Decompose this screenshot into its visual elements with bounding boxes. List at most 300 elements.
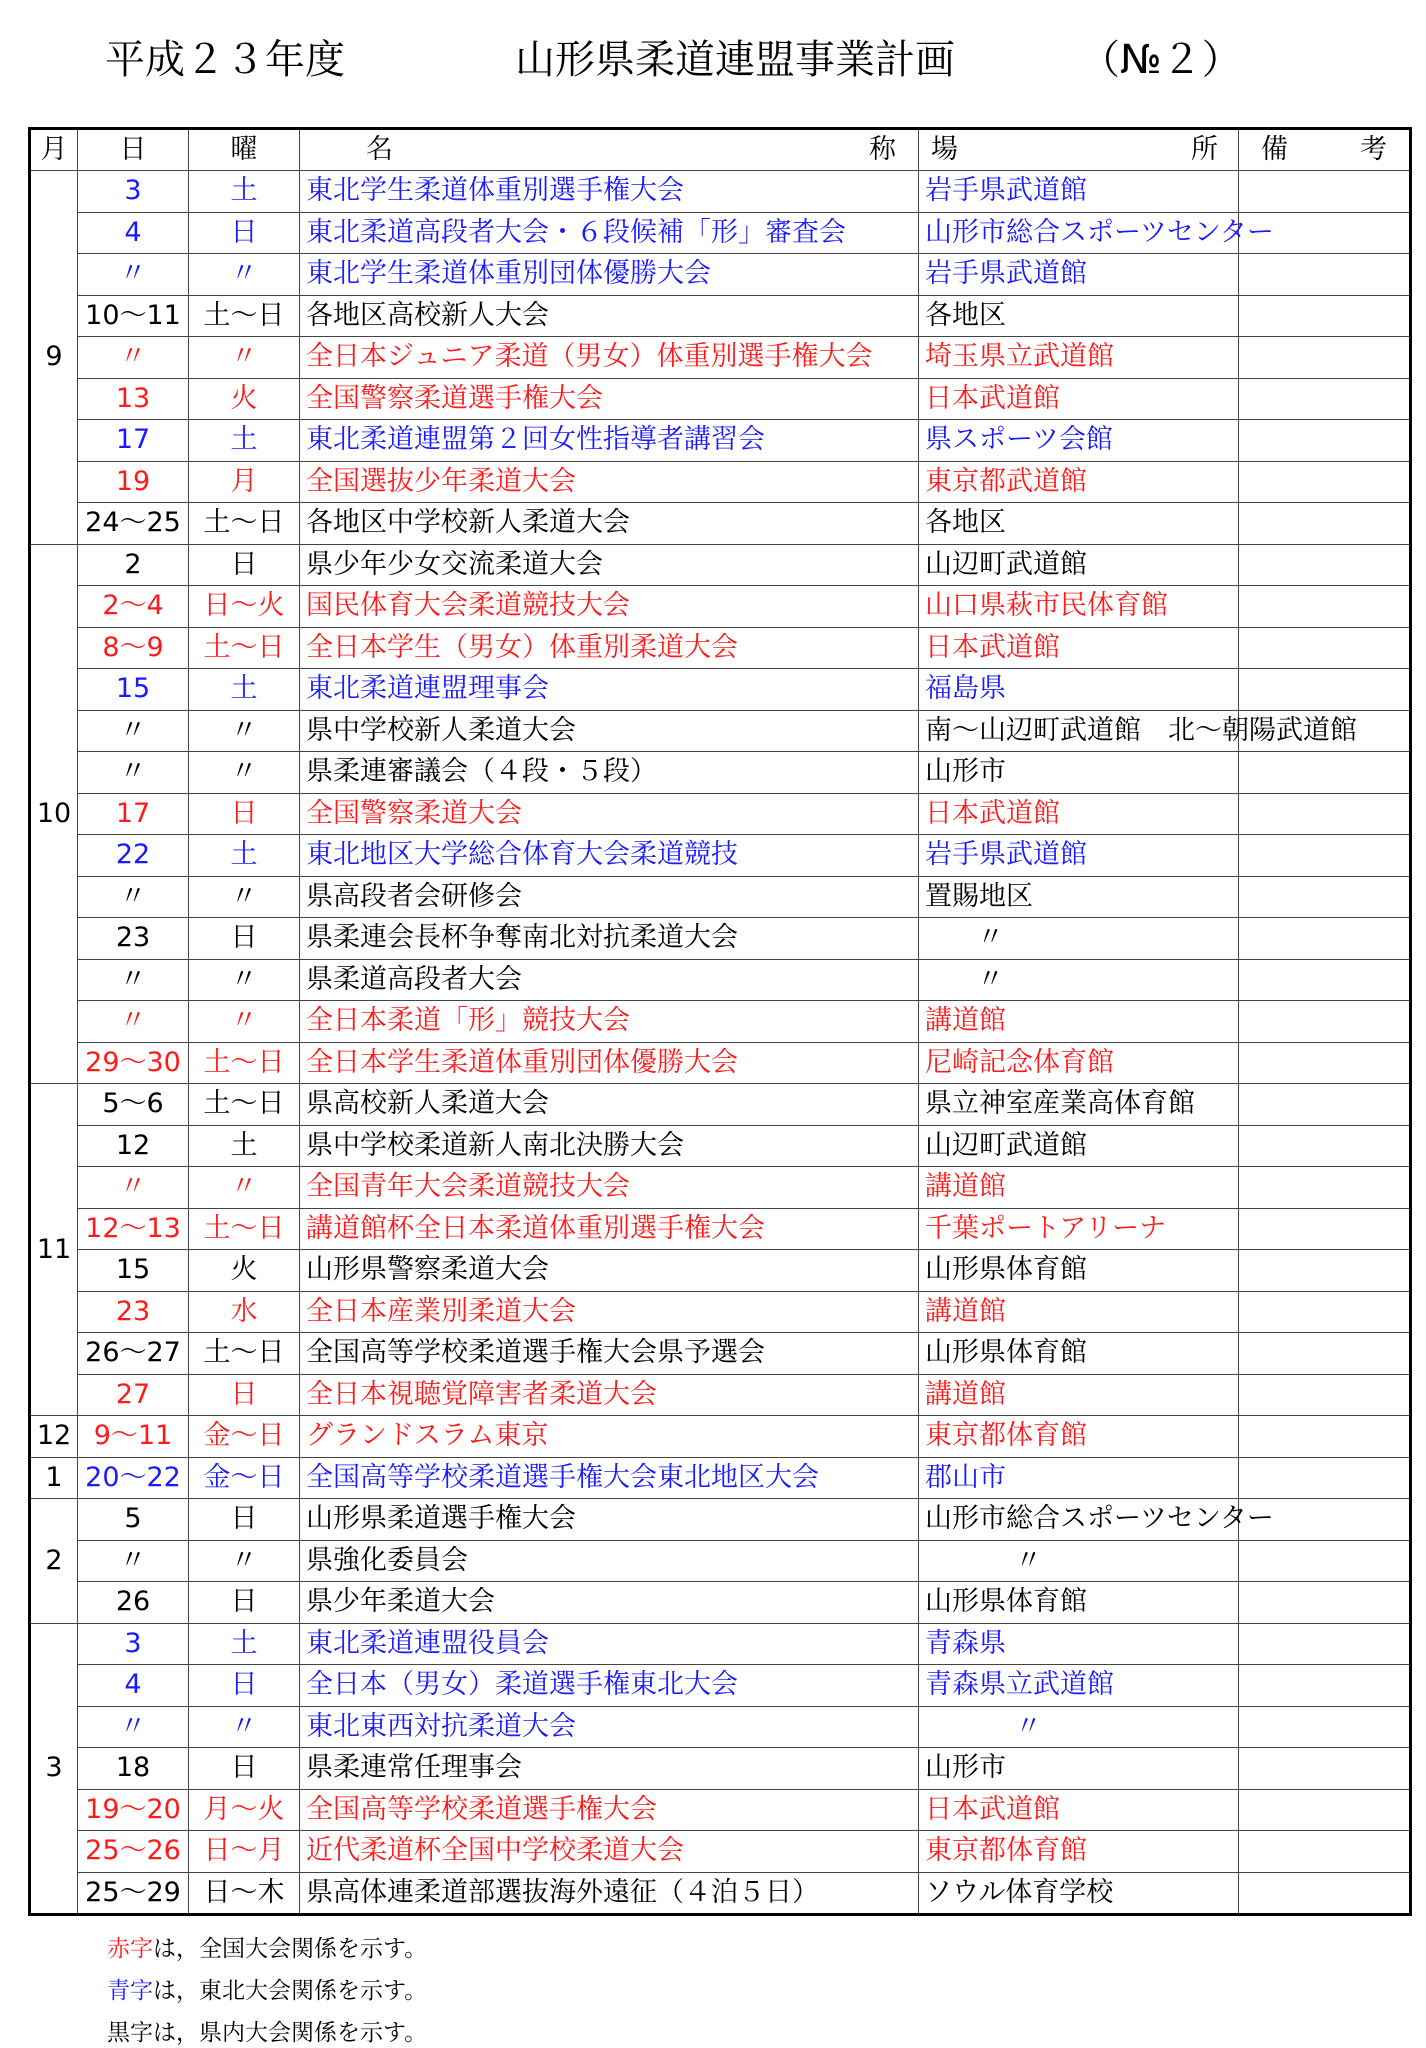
place-cell	[919, 1208, 1239, 1250]
weekday-cell: 土	[189, 1623, 300, 1665]
place-cell	[919, 1831, 1239, 1873]
month-cell: 10	[30, 544, 78, 1084]
table-header-row	[30, 129, 1411, 171]
place-text: 岩手県武道館	[925, 258, 1087, 290]
remarks-cell	[1239, 1208, 1411, 1250]
remarks-cell	[1239, 337, 1411, 379]
day-cell: 17	[78, 420, 189, 462]
remarks-cell	[1239, 1374, 1411, 1416]
event-name-cell: 県柔連審議会（４段・５段）	[300, 752, 919, 794]
table-row	[30, 254, 1411, 296]
weekday-cell: 〃	[189, 710, 300, 752]
place-text: 日本武道館	[925, 1793, 1060, 1825]
weekday-cell: 日	[189, 1374, 300, 1416]
event-name-cell: 各地区高校新人大会	[300, 295, 919, 337]
event-name-cell: 県少年少女交流柔道大会	[300, 544, 919, 586]
table-row	[30, 710, 1411, 752]
day-cell: 13	[78, 378, 189, 420]
day-cell: 4	[78, 212, 189, 254]
place-cell	[919, 1748, 1239, 1790]
table-row	[30, 1042, 1411, 1084]
weekday-cell: 火	[189, 378, 300, 420]
event-name-cell: 全国警察柔道選手権大会	[300, 378, 919, 420]
place-text: 県立神室産業高体育館	[925, 1088, 1195, 1120]
table-row	[30, 1623, 1411, 1665]
remarks-cell	[1239, 1872, 1411, 1915]
place-cell	[919, 1042, 1239, 1084]
event-name-cell: 東北地区大学総合体育大会柔道競技	[300, 835, 919, 877]
event-name-cell: 東北学生柔道体重別選手権大会	[300, 171, 919, 213]
place-cell	[919, 171, 1239, 213]
table-row	[30, 1374, 1411, 1416]
event-name-cell: 全国高等学校柔道選手権大会	[300, 1789, 919, 1831]
weekday-cell: 土～日	[189, 1333, 300, 1375]
place-text: 山形市総合スポーツセンター	[925, 1503, 1274, 1535]
table-row	[30, 1333, 1411, 1375]
table-row	[30, 627, 1411, 669]
place-cell	[919, 876, 1239, 918]
table-row	[30, 1291, 1411, 1333]
weekday-cell: 日	[189, 212, 300, 254]
page-title: 山形県柔道連盟事業計画	[515, 37, 955, 83]
remarks-cell	[1239, 295, 1411, 337]
remarks-cell	[1239, 1789, 1411, 1831]
event-name-cell: 東北東西対抗柔道大会	[300, 1706, 919, 1748]
weekday-cell: 日	[189, 544, 300, 586]
place-cell	[919, 1582, 1239, 1624]
event-name-cell: 全国警察柔道大会	[300, 793, 919, 835]
event-name-cell: 東北柔道連盟役員会	[300, 1623, 919, 1665]
event-name-cell: 全日本学生柔道体重別団体優勝大会	[300, 1042, 919, 1084]
remarks-cell	[1239, 1250, 1411, 1292]
place-cell	[919, 461, 1239, 503]
table-row	[30, 1499, 1411, 1541]
day-cell: 〃	[78, 254, 189, 296]
table-row	[30, 337, 1411, 379]
event-name-cell: 国民体育大会柔道競技大会	[300, 586, 919, 628]
event-name-cell: 東北学生柔道体重別団体優勝大会	[300, 254, 919, 296]
table-row	[30, 793, 1411, 835]
header-place: 場 所	[919, 129, 1239, 171]
day-cell: 17	[78, 793, 189, 835]
place-cell	[919, 752, 1239, 794]
place-text: 日本武道館	[925, 631, 1060, 663]
legend-black-word: 黒字	[107, 2020, 153, 2046]
day-cell: 10～11	[78, 295, 189, 337]
legend-black-text: は，県内大会関係を示す。	[153, 2020, 428, 2046]
event-name-cell: 全日本柔道「形」競技大会	[300, 1001, 919, 1043]
table-row	[30, 1084, 1411, 1126]
remarks-cell	[1239, 1001, 1411, 1043]
event-name-cell: 全日本視聴覚障害者柔道大会	[300, 1374, 919, 1416]
weekday-cell: 日～火	[189, 586, 300, 628]
day-cell: 2	[78, 544, 189, 586]
place-cell	[919, 212, 1274, 254]
event-name-cell: 全日本ジュニア柔道（男女）体重別選手権大会	[300, 337, 919, 379]
place-text: 山形市	[925, 1752, 1006, 1784]
weekday-cell: 月	[189, 461, 300, 503]
day-cell: 19～20	[78, 1789, 189, 1831]
place-text: 青森県	[925, 1627, 1006, 1659]
day-cell: 2～4	[78, 586, 189, 628]
remarks-cell	[1239, 1291, 1411, 1333]
event-name-cell: 県柔道高段者大会	[300, 959, 919, 1001]
place-text: 東京都体育館	[925, 1835, 1087, 1867]
event-name-cell: 県中学校新人柔道大会	[300, 710, 919, 752]
event-name-cell: 山形県警察柔道大会	[300, 1250, 919, 1292]
table-row	[30, 752, 1411, 794]
place-cell	[919, 1457, 1239, 1499]
day-cell: 12～13	[78, 1208, 189, 1250]
place-cell	[919, 1084, 1239, 1126]
event-name-cell: 県柔連会長杯争奪南北対抗柔道大会	[300, 918, 919, 960]
day-cell: 19	[78, 461, 189, 503]
table-row	[30, 876, 1411, 918]
remarks-cell	[1239, 752, 1411, 794]
table-row	[30, 918, 1411, 960]
place-cell	[919, 544, 1239, 586]
weekday-cell: 〃	[189, 1540, 300, 1582]
event-name-cell: 全国選抜少年柔道大会	[300, 461, 919, 503]
table-row	[30, 1789, 1411, 1831]
legend-red	[107, 1934, 427, 1964]
event-name-cell: 県中学校柔道新人南北決勝大会	[300, 1125, 919, 1167]
weekday-cell: 土～日	[189, 627, 300, 669]
place-cell	[919, 1167, 1239, 1209]
schedule-body	[30, 171, 1411, 1915]
table-row	[30, 461, 1411, 503]
table-row	[30, 669, 1411, 711]
weekday-cell: 〃	[189, 1167, 300, 1209]
day-cell: 24～25	[78, 503, 189, 545]
place-cell	[919, 1333, 1239, 1375]
place-text: 尼崎記念体育館	[925, 1046, 1114, 1078]
remarks-cell	[1239, 918, 1411, 960]
event-name-cell: グランドスラム東京	[300, 1416, 919, 1458]
place-cell	[919, 1706, 1239, 1748]
event-name-cell: 県高校新人柔道大会	[300, 1084, 919, 1126]
place-text: 山形市総合スポーツセンター	[925, 216, 1274, 248]
header-weekday: 曜	[189, 129, 300, 171]
header-day: 日	[78, 129, 189, 171]
event-name-cell: 県少年柔道大会	[300, 1582, 919, 1624]
place-text: 山辺町武道館	[925, 548, 1087, 580]
event-name-cell: 東北柔道連盟第２回女性指導者講習会	[300, 420, 919, 462]
day-cell: 〃	[78, 1167, 189, 1209]
weekday-cell: 日	[189, 1748, 300, 1790]
weekday-cell: 土～日	[189, 295, 300, 337]
remarks-cell	[1239, 1623, 1411, 1665]
place-text: 東京都武道館	[925, 465, 1087, 497]
day-cell: 29～30	[78, 1042, 189, 1084]
weekday-cell: 土	[189, 835, 300, 877]
table-row	[30, 1582, 1411, 1624]
remarks-cell	[1239, 1167, 1411, 1209]
month-cell: 3	[30, 1623, 78, 1915]
place-text: 青森県立武道館	[925, 1669, 1114, 1701]
place-text: 埼玉県立武道館	[925, 341, 1114, 373]
place-text: 講道館	[925, 1005, 1006, 1037]
day-cell: 4	[78, 1665, 189, 1707]
place-cell	[919, 1872, 1239, 1915]
table-row	[30, 1540, 1411, 1582]
day-cell: 23	[78, 1291, 189, 1333]
event-name-cell: 県強化委員会	[300, 1540, 919, 1582]
day-cell: 15	[78, 669, 189, 711]
remarks-cell	[1239, 171, 1411, 213]
page-title-year: 平成２３年度	[105, 37, 345, 83]
place-cell	[919, 959, 1239, 1001]
weekday-cell: 〃	[189, 1001, 300, 1043]
place-cell	[919, 1623, 1239, 1665]
place-text: 〃	[977, 963, 1004, 995]
remarks-cell	[1239, 1748, 1411, 1790]
place-cell	[919, 420, 1239, 462]
table-row	[30, 503, 1411, 545]
place-text: 岩手県武道館	[925, 839, 1087, 871]
place-text: 山口県萩市民体育館	[925, 590, 1168, 622]
place-cell	[919, 710, 1357, 752]
day-cell: 12	[78, 1125, 189, 1167]
place-cell	[919, 1665, 1239, 1707]
weekday-cell: 土	[189, 1125, 300, 1167]
table-row	[30, 1125, 1411, 1167]
remarks-cell	[1239, 1665, 1411, 1707]
legend-blue-text: は，東北大会関係を示す。	[153, 1978, 428, 2004]
place-cell	[919, 1789, 1239, 1831]
place-text: 岩手県武道館	[925, 175, 1087, 207]
place-text: 各地区	[925, 299, 1006, 331]
place-text: 県スポーツ会館	[925, 424, 1113, 456]
weekday-cell: 日	[189, 1665, 300, 1707]
place-text: 置賜地区	[925, 880, 1033, 912]
weekday-cell: 金～日	[189, 1416, 300, 1458]
table-row	[30, 1748, 1411, 1790]
page-number: （№２）	[1080, 37, 1242, 83]
day-cell: 26～27	[78, 1333, 189, 1375]
event-name-cell: 講道館杯全日本柔道体重別選手権大会	[300, 1208, 919, 1250]
place-cell	[919, 503, 1239, 545]
weekday-cell: 〃	[189, 752, 300, 794]
place-cell	[919, 1416, 1239, 1458]
day-cell: 〃	[78, 1706, 189, 1748]
legend-blue	[107, 1976, 427, 2006]
table-row	[30, 295, 1411, 337]
header-name: 名 称	[300, 129, 919, 171]
event-name-cell: 全日本産業別柔道大会	[300, 1291, 919, 1333]
remarks-cell	[1239, 1457, 1411, 1499]
event-name-cell: 県柔連常任理事会	[300, 1748, 919, 1790]
month-cell: 2	[30, 1499, 78, 1624]
event-name-cell: 山形県柔道選手権大会	[300, 1499, 919, 1541]
place-cell	[919, 586, 1239, 628]
remarks-cell	[1239, 1706, 1411, 1748]
place-cell	[919, 295, 1239, 337]
place-text: 山形県体育館	[925, 1586, 1087, 1618]
place-text: 山形市	[925, 756, 1006, 788]
month-cell: 9	[30, 171, 78, 545]
table-row	[30, 212, 1411, 254]
day-cell: 〃	[78, 1001, 189, 1043]
table-row	[30, 1416, 1411, 1458]
place-text: 東京都体育館	[925, 1420, 1087, 1452]
place-cell	[919, 1499, 1274, 1541]
weekday-cell: 〃	[189, 876, 300, 918]
table-row	[30, 586, 1411, 628]
place-text: 山形県体育館	[925, 1254, 1087, 1286]
weekday-cell: 〃	[189, 1706, 300, 1748]
table-row	[30, 420, 1411, 462]
day-cell: 27	[78, 1374, 189, 1416]
day-cell: 5	[78, 1499, 189, 1541]
remarks-cell	[1239, 254, 1411, 296]
weekday-cell: 〃	[189, 959, 300, 1001]
header-month: 月	[30, 129, 78, 171]
day-cell: 〃	[78, 1540, 189, 1582]
remarks-cell	[1239, 1084, 1411, 1126]
weekday-cell: 日	[189, 1582, 300, 1624]
remarks-cell	[1239, 1540, 1411, 1582]
month-cell: 11	[30, 1084, 78, 1416]
place-text: 日本武道館	[925, 797, 1060, 829]
place-cell	[919, 1125, 1239, 1167]
event-name-cell: 東北柔道連盟理事会	[300, 669, 919, 711]
weekday-cell: 日	[189, 1499, 300, 1541]
day-cell: 15	[78, 1250, 189, 1292]
table-row	[30, 1250, 1411, 1292]
table-row	[30, 1457, 1411, 1499]
place-text: 講道館	[925, 1295, 1006, 1327]
table-row	[30, 1167, 1411, 1209]
place-cell	[919, 1374, 1239, 1416]
weekday-cell: 土～日	[189, 1084, 300, 1126]
place-text: ソウル体育学校	[925, 1876, 1114, 1908]
weekday-cell: 土	[189, 420, 300, 462]
weekday-cell: 日	[189, 918, 300, 960]
day-cell: 20～22	[78, 1457, 189, 1499]
place-cell	[919, 1291, 1239, 1333]
place-cell	[919, 1250, 1239, 1292]
place-cell	[919, 337, 1239, 379]
event-name-cell: 全国高等学校柔道選手権大会東北地区大会	[300, 1457, 919, 1499]
place-cell	[919, 835, 1239, 877]
remarks-cell	[1239, 669, 1411, 711]
remarks-cell	[1239, 1582, 1411, 1624]
table-row	[30, 835, 1411, 877]
event-name-cell: 全国高等学校柔道選手権大会県予選会	[300, 1333, 919, 1375]
place-cell	[919, 378, 1239, 420]
weekday-cell: 水	[189, 1291, 300, 1333]
day-cell: 23	[78, 918, 189, 960]
event-name-cell: 全日本学生（男女）体重別柔道大会	[300, 627, 919, 669]
place-cell	[919, 669, 1239, 711]
weekday-cell: 日	[189, 793, 300, 835]
day-cell: 〃	[78, 876, 189, 918]
remarks-cell	[1239, 544, 1411, 586]
day-cell: 5～6	[78, 1084, 189, 1126]
day-cell: 9～11	[78, 1416, 189, 1458]
remarks-cell	[1239, 1333, 1411, 1375]
day-cell: 25～29	[78, 1872, 189, 1915]
remarks-cell	[1239, 586, 1411, 628]
place-text: 〃	[977, 922, 1004, 954]
day-cell: 〃	[78, 710, 189, 752]
weekday-cell: 日～月	[189, 1831, 300, 1873]
remarks-cell	[1239, 1125, 1411, 1167]
event-name-cell: 県高段者会研修会	[300, 876, 919, 918]
table-row	[30, 1872, 1411, 1915]
day-cell: 3	[78, 1623, 189, 1665]
place-text: 日本武道館	[925, 382, 1060, 414]
place-cell	[919, 1540, 1239, 1582]
table-row	[30, 1001, 1411, 1043]
place-cell	[919, 918, 1239, 960]
event-name-cell: 県高体連柔道部選抜海外遠征（４泊５日）	[300, 1872, 919, 1915]
remarks-cell	[1239, 1831, 1411, 1873]
remarks-cell	[1239, 627, 1411, 669]
table-row	[30, 544, 1411, 586]
remarks-cell	[1239, 420, 1411, 462]
remarks-cell	[1239, 461, 1411, 503]
place-cell	[919, 793, 1239, 835]
legend-red-word: 赤字	[107, 1936, 153, 1962]
weekday-cell: 金～日	[189, 1457, 300, 1499]
place-text: 福島県	[925, 673, 1006, 705]
remarks-cell	[1239, 876, 1411, 918]
legend-blue-word: 青字	[107, 1978, 153, 2004]
remarks-cell	[1239, 835, 1411, 877]
event-name-cell: 東北柔道高段者大会・６段候補「形」審査会	[300, 212, 919, 254]
weekday-cell: 〃	[189, 337, 300, 379]
event-name-cell: 全国青年大会柔道競技大会	[300, 1167, 919, 1209]
place-text: 各地区	[925, 507, 1006, 539]
remarks-cell	[1239, 959, 1411, 1001]
weekday-cell: 土～日	[189, 1208, 300, 1250]
table-row	[30, 171, 1411, 213]
day-cell: 25～26	[78, 1831, 189, 1873]
weekday-cell: 土～日	[189, 503, 300, 545]
day-cell: 3	[78, 171, 189, 213]
place-text: 山形県体育館	[925, 1337, 1087, 1369]
day-cell: 〃	[78, 752, 189, 794]
schedule-table	[28, 127, 1412, 1916]
weekday-cell: 土	[189, 171, 300, 213]
day-cell: 〃	[78, 337, 189, 379]
weekday-cell: 土～日	[189, 1042, 300, 1084]
day-cell: 18	[78, 1748, 189, 1790]
weekday-cell: 〃	[189, 254, 300, 296]
legend-black	[107, 2018, 427, 2048]
month-cell: 1	[30, 1457, 78, 1499]
event-name-cell: 各地区中学校新人柔道大会	[300, 503, 919, 545]
event-name-cell: 近代柔道杯全国中学校柔道大会	[300, 1831, 919, 1873]
weekday-cell: 火	[189, 1250, 300, 1292]
table-row	[30, 959, 1411, 1001]
remarks-cell	[1239, 378, 1411, 420]
place-text: 千葉ポートアリーナ	[925, 1212, 1167, 1244]
weekday-cell: 月～火	[189, 1789, 300, 1831]
day-cell: 8～9	[78, 627, 189, 669]
place-cell	[919, 627, 1239, 669]
place-text: 南～山辺町武道館 北～朝陽武道館	[925, 714, 1357, 746]
table-row	[30, 1208, 1411, 1250]
place-cell	[919, 1001, 1239, 1043]
place-text: 郡山市	[925, 1461, 1006, 1493]
place-text: 山辺町武道館	[925, 1129, 1087, 1161]
weekday-cell: 土	[189, 669, 300, 711]
place-text: 〃	[1015, 1544, 1042, 1576]
event-name-cell: 全日本（男女）柔道選手権東北大会	[300, 1665, 919, 1707]
